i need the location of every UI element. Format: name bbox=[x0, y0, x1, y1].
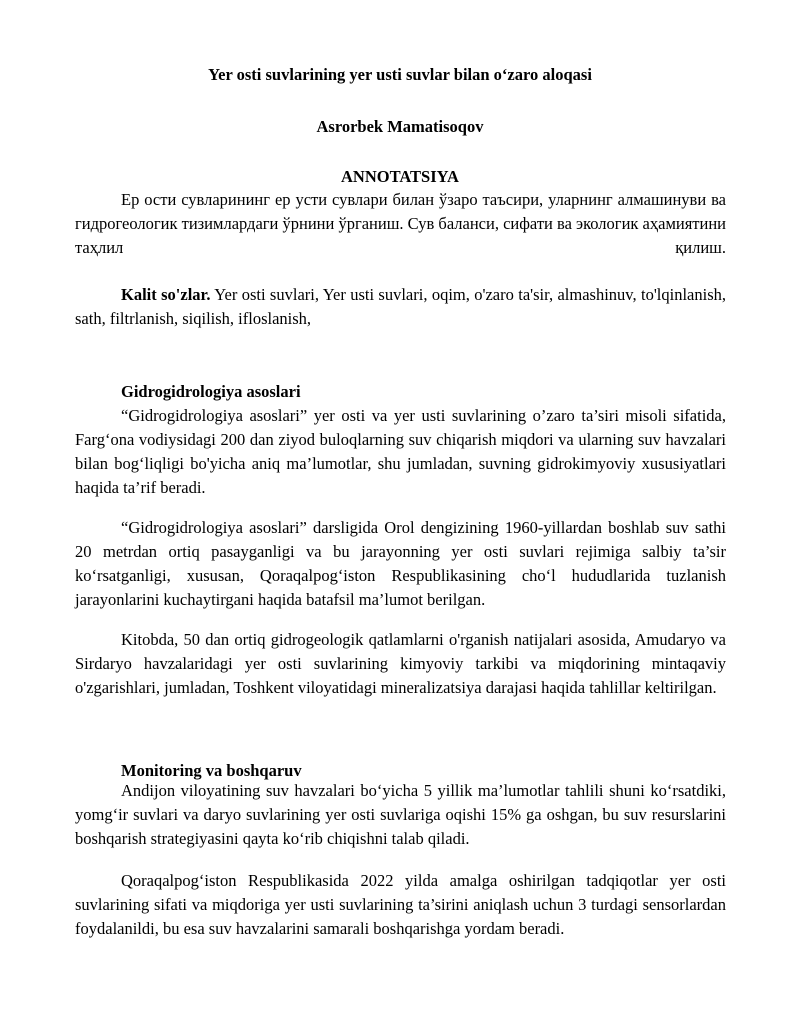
section-heading-gidrogidrologiya: Gidrogidrologiya asoslari bbox=[121, 382, 301, 401]
section-paragraph: “Gidrogidrologiya asoslari” darsligida Orol dengizining 1960-yillardan boshlab suv sathi 20 metrdan ortiq pasayganligi va bu jarayonning yer osti suvlari rejimiga salbiy ta’sir ko‘rsatganligi, xususan, Qoraqalpog‘iston Respublikasining cho‘l hududlarida tuzlanish jarayonlarini kuchaytirgani haqida batafsil ma’lumot berilgan. bbox=[75, 518, 726, 609]
paper-title: Yer osti suvlarining yer usti suvlar bilan o‘zaro aloqasi bbox=[208, 65, 592, 84]
section-heading-monitoring: Monitoring va boshqaruv bbox=[121, 761, 302, 780]
keywords-text: Yer osti suvlari, Yer usti suvlari, oqim, o'zaro ta'sir, almashinuv, to'lqinlanish, sath, filtrlanish, siqilish, ifloslanish, bbox=[75, 285, 726, 328]
author-name: Asrorbek Mamatisoqov bbox=[316, 117, 484, 136]
annotation-text: Ер ости сувларининг ер усти сувлари билан ўзаро таъсири, уларнинг алмашинуви ва гидрогеологик тизимлардаги ўрнини ўрганиш. Сув баланси, сифати ва экологик аҳамиятини таҳлил қилиш. bbox=[75, 190, 726, 257]
section-paragraph: Kitobda, 50 dan ortiq gidrogeologik qatlamlarni o'rganish natijalari asosida, Amudaryo va Sirdaryo havzalaridagi yer osti suvlarining kimyoviy tarkibi va miqdorining mintaqaviy o'zgarishlari, jumladan, Toshkent viloyatidagi mineralizatsiya darajasi haqida tahlillar keltirilgan. bbox=[75, 630, 726, 697]
annotation-heading: ANNOTATSIYA bbox=[341, 167, 459, 186]
keywords-label: Kalit so'zlar. bbox=[121, 285, 211, 304]
keywords-paragraph bbox=[75, 283, 726, 331]
section-paragraph: Qoraqalpog‘iston Respublikasida 2022 yilda amalga oshirilgan tadqiqotlar yer osti suvlarining sifati va miqdoriga yer usti suvlarining ta’sirini aniqlash uchun 3 turdagi sensorlardan foydalanildi, bu esa suv havzalarini samarali boshqarishga yordam beradi. bbox=[75, 871, 726, 938]
section-paragraph: “Gidrogidrologiya asoslari” yer osti va yer usti suvlarining o’zaro ta’siri misoli sifatida, Farg‘ona vodiysidagi 200 dan ziyod buloqlarning suv chiqarish miqdori va ularning suv havzalari bilan bog‘liqligi bo'yicha aniq ma’lumotlar, shu jumladan, suvning gidrokimyoviy xususiyatlari haqida ta’rif beradi. bbox=[75, 406, 726, 497]
section-paragraph: Andijon viloyatining suv havzalari bo‘yicha 5 yillik ma’lumotlar tahlili shuni ko‘rsatdiki, yomg‘ir suvlari va daryo suvlarining yer osti suvlariga oqishi 15% ga oshgan, bu suv resurslarini boshqarish strategiyasini qayta ko‘rib chiqishni talab qiladi. bbox=[75, 781, 726, 848]
